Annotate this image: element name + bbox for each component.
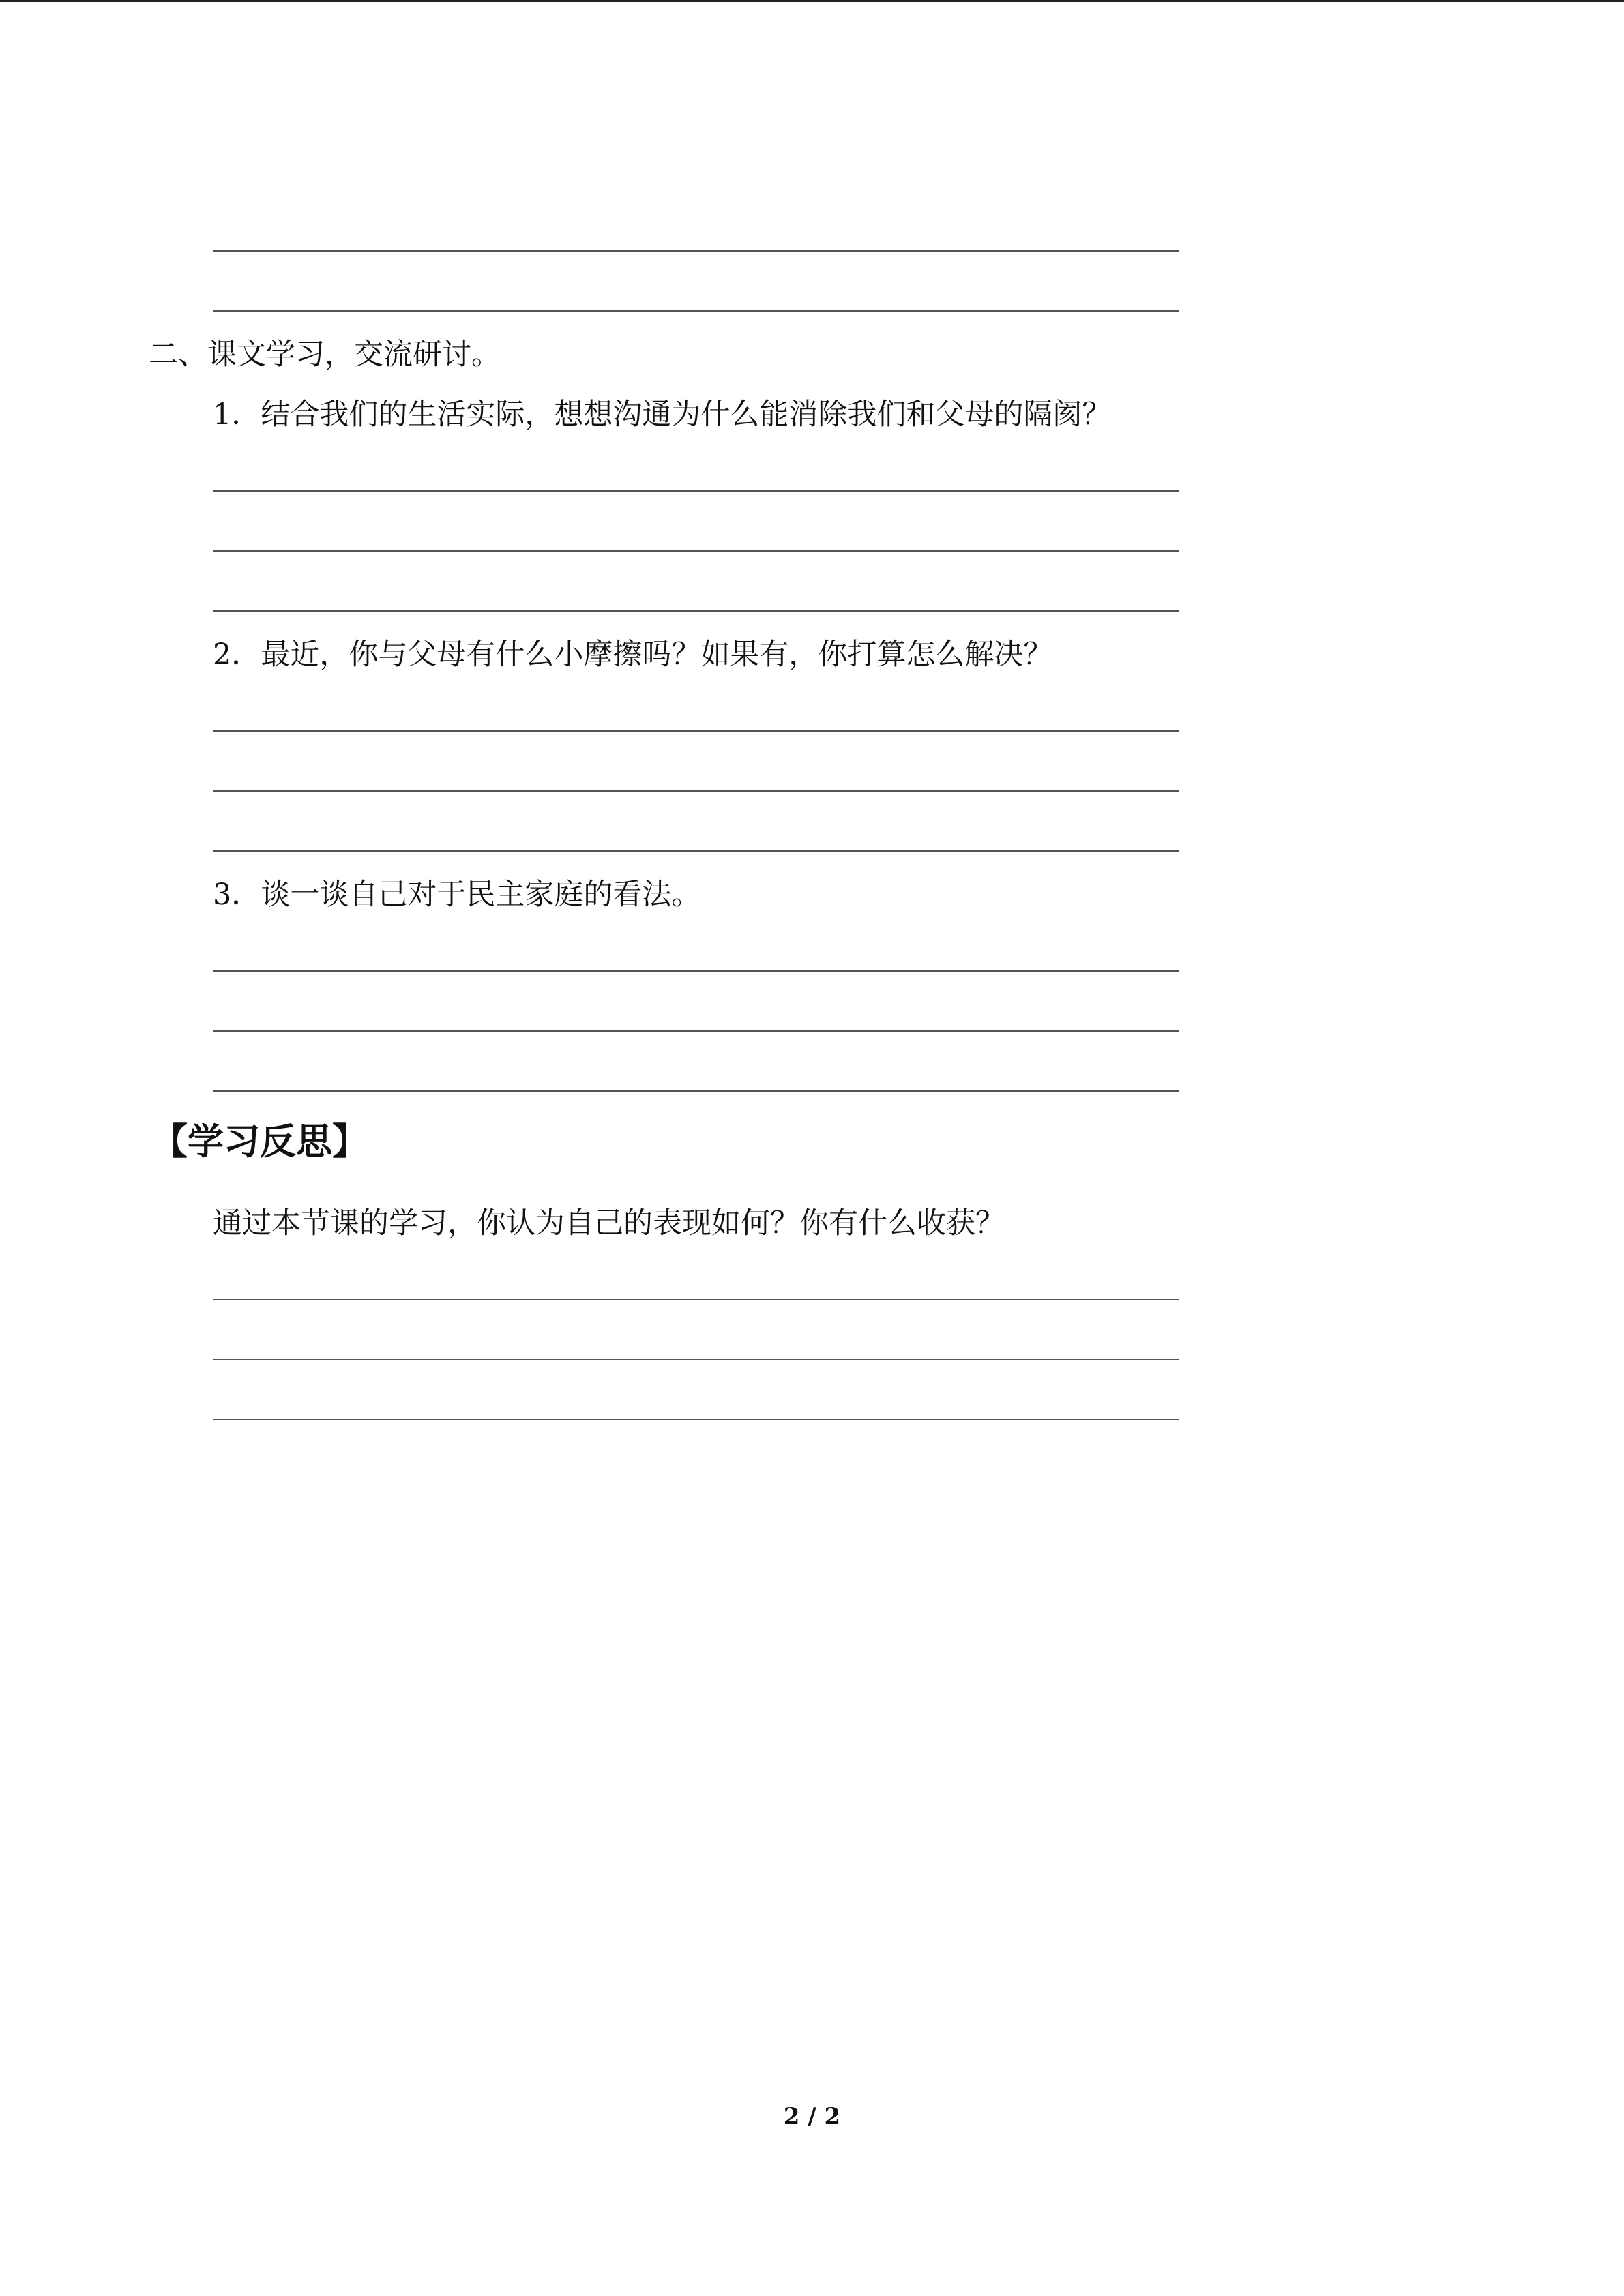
page-number: 2 / 2 [783,2103,841,2130]
question-3: 3．谈一谈自己对于民主家庭的看法。 [213,878,701,912]
answer-line[interactable] [213,730,1179,732]
answer-line[interactable] [213,1299,1179,1300]
answer-line[interactable] [213,970,1179,972]
question-2: 2．最近，你与父母有什么小摩擦吗？如果有，你打算怎么解决？ [213,638,1053,672]
answer-line[interactable] [213,250,1179,252]
answer-line[interactable] [213,610,1179,612]
answer-line[interactable] [213,550,1179,552]
answer-line[interactable] [213,790,1179,792]
answer-line[interactable] [213,1359,1179,1360]
page-top-border [0,0,1624,2]
reflection-title: 【学习反思】 [151,1121,368,1163]
answer-line[interactable] [213,1090,1179,1092]
answer-line[interactable] [213,850,1179,852]
answer-line[interactable] [213,1030,1179,1032]
answer-line[interactable] [213,490,1179,492]
answer-line[interactable] [213,1419,1179,1420]
question-1: 1．结合我们的生活实际，想想沟通为什么能消除我们和父母的隔阂？ [213,398,1112,432]
reflection-prompt: 通过本节课的学习，你认为自己的表现如何？你有什么收获？ [213,1206,1005,1240]
section-heading: 二、课文学习，交流研讨。 [149,338,501,372]
answer-line[interactable] [213,310,1179,312]
